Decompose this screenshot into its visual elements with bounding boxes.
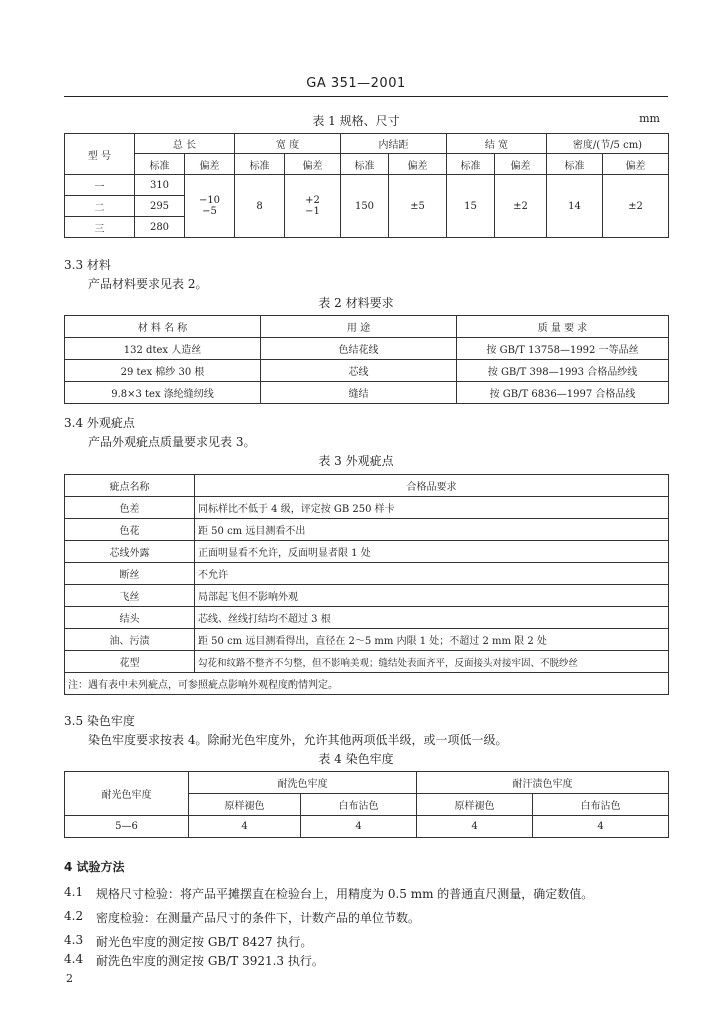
subheader-std: 标准 bbox=[547, 154, 603, 175]
table2-header: 材 料 名 称 bbox=[65, 316, 261, 338]
header-sample-change: 原样褪色 bbox=[189, 794, 301, 816]
header-wash-fastness: 耐洗色牢度 bbox=[189, 772, 417, 794]
defect-requirement: 不允许 bbox=[195, 563, 669, 585]
table3-note: 注：遇有表中未列疵点，可参照疵点影响外观程度酌情判定。 bbox=[65, 673, 669, 695]
defect-name: 油、污渍 bbox=[65, 629, 195, 651]
table4-caption: 表 4 染色牢度 bbox=[318, 752, 394, 766]
page-number: 2 bbox=[66, 972, 73, 985]
table2-header: 用 途 bbox=[261, 316, 457, 338]
subheader-dev: 偏差 bbox=[185, 154, 235, 175]
knot-std-cell: 15 bbox=[447, 175, 495, 238]
defect-name: 花型 bbox=[65, 651, 195, 673]
table2-cell: 缝结 bbox=[261, 382, 457, 404]
header-cloth-stain: 白布沾色 bbox=[301, 794, 417, 816]
value-sweat-change: 4 bbox=[417, 816, 533, 838]
defect-name: 色差 bbox=[65, 497, 195, 519]
header-model: 型 号 bbox=[65, 134, 135, 175]
table3-defects bbox=[64, 474, 669, 695]
table2-cell: 按 GB/T 398—1993 合格品纱线 bbox=[457, 360, 669, 382]
table2-cell: 9.8×3 tex 涤纶缝纫线 bbox=[65, 382, 261, 404]
table3-caption: 表 3 外观疵点 bbox=[318, 454, 394, 468]
section-3-5-heading: 3.5 染色牢度 bbox=[64, 714, 135, 728]
section-3-4-text: 产品外观疵点质量要求见表 3。 bbox=[88, 435, 256, 449]
value-light: 5—6 bbox=[65, 816, 189, 838]
section-3-5-text: 染色牢度要求按表 4。除耐光色牢度外，允许其他两项低半级，或一项低一级。 bbox=[88, 733, 508, 747]
header-total-length: 总 长 bbox=[135, 134, 235, 154]
defect-requirement: 局部起飞但不影响外观 bbox=[195, 585, 669, 607]
subheader-dev: 偏差 bbox=[285, 154, 341, 175]
table2-cell: 色结花线 bbox=[261, 338, 457, 360]
defect-requirement: 芯线、丝线打结均不超过 3 根 bbox=[195, 607, 669, 629]
header-sweat-fastness: 耐汗渍色牢度 bbox=[417, 772, 669, 794]
value-wash-stain: 4 bbox=[301, 816, 417, 838]
table1-specs bbox=[64, 133, 669, 238]
table2-cell: 29 tex 棉纱 30 根 bbox=[65, 360, 261, 382]
header-knot-width: 结 宽 bbox=[447, 134, 547, 154]
clause-number: 4.1 bbox=[64, 885, 84, 899]
clause-text: 耐光色牢度的测定按 GB/T 8427 执行。 bbox=[96, 935, 313, 949]
table1-caption: 表 1 规格、尺寸 bbox=[312, 114, 400, 128]
header-cloth-stain: 白布沾色 bbox=[533, 794, 669, 816]
value-wash-change: 4 bbox=[189, 816, 301, 838]
section-3-3-heading: 3.3 材料 bbox=[64, 258, 111, 272]
length-std-cell: 295 bbox=[135, 196, 185, 217]
header-rule bbox=[64, 96, 668, 97]
knot-dev-cell: ±2 bbox=[495, 175, 547, 238]
table4-color-fastness bbox=[64, 771, 669, 838]
length-std-cell: 280 bbox=[135, 217, 185, 238]
length-dev-cell: −10 −5 bbox=[185, 175, 235, 238]
model-cell: 二 bbox=[65, 196, 135, 217]
subheader-dev: 偏差 bbox=[495, 154, 547, 175]
defect-name: 结头 bbox=[65, 607, 195, 629]
subheader-std: 标准 bbox=[135, 154, 185, 175]
section-3-4-heading: 3.4 外观疵点 bbox=[64, 416, 135, 430]
defect-requirement: 同标样比不低于 4 级，评定按 GB 250 样卡 bbox=[195, 497, 669, 519]
subheader-std: 标准 bbox=[341, 154, 389, 175]
clause-number: 4.4 bbox=[64, 952, 84, 966]
clause-text: 密度检验：在测量产品尺寸的条件下，计数产品的单位节数。 bbox=[96, 911, 421, 925]
subheader-std: 标准 bbox=[235, 154, 285, 175]
table2-caption: 表 2 材料要求 bbox=[318, 296, 394, 310]
table2-cell: 芯线 bbox=[261, 360, 457, 382]
defect-name: 飞丝 bbox=[65, 585, 195, 607]
spacing-dev-cell: ±5 bbox=[389, 175, 447, 238]
section-4-heading: 4 试验方法 bbox=[64, 860, 125, 874]
section-3-3-text: 产品材料要求见表 2。 bbox=[88, 277, 208, 291]
header-light-fastness: 耐光色牢度 bbox=[65, 772, 189, 816]
defect-requirement: 距 50 cm 远目测看得出，直径在 2～5 mm 内限 1 处；不超过 2 mm 限 2 处 bbox=[195, 629, 669, 651]
width-std-cell: 8 bbox=[235, 175, 285, 238]
density-std-cell: 14 bbox=[547, 175, 603, 238]
defect-name: 色花 bbox=[65, 519, 195, 541]
table3-header: 疵点名称 bbox=[65, 475, 195, 497]
table2-materials bbox=[64, 315, 669, 404]
clause-number: 4.3 bbox=[64, 933, 84, 947]
table1-unit: mm bbox=[639, 112, 660, 125]
value-sweat-stain: 4 bbox=[533, 816, 669, 838]
header-inner-spacing: 内结距 bbox=[341, 134, 447, 154]
table2-cell: 按 GB/T 13758—1992 一等品丝 bbox=[457, 338, 669, 360]
spacing-std-cell: 150 bbox=[341, 175, 389, 238]
length-std-cell: 310 bbox=[135, 175, 185, 196]
clause-text: 规格尺寸检验：将产品平摊摆直在检验台上，用精度为 0.5 mm 的普通直尺测量，确定数值。 bbox=[96, 887, 594, 901]
defect-requirement: 勾花和纹路不整齐不匀整，但不影响美观；缝结处表面齐平，反面接头对接牢固、不脱纱丝 bbox=[195, 651, 669, 673]
header-density: 密度/(节/5 cm) bbox=[547, 134, 669, 154]
defect-name: 断丝 bbox=[65, 563, 195, 585]
table2-cell: 132 dtex 人造丝 bbox=[65, 338, 261, 360]
defect-requirement: 距 50 cm 远目测看不出 bbox=[195, 519, 669, 541]
defect-requirement: 正面明显看不允许，反面明显者限 1 处 bbox=[195, 541, 669, 563]
subheader-dev: 偏差 bbox=[603, 154, 669, 175]
defect-name: 芯线外露 bbox=[65, 541, 195, 563]
clause-text: 耐洗色牢度的测定按 GB/T 3921.3 执行。 bbox=[96, 954, 324, 968]
clause-number: 4.2 bbox=[64, 909, 84, 923]
standard-code-header: GA 351—2001 bbox=[306, 76, 406, 91]
model-cell: 一 bbox=[65, 175, 135, 196]
header-sample-change: 原样褪色 bbox=[417, 794, 533, 816]
subheader-dev: 偏差 bbox=[389, 154, 447, 175]
model-cell: 三 bbox=[65, 217, 135, 238]
table2-cell: 按 GB/T 6836—1997 合格品线 bbox=[457, 382, 669, 404]
width-dev-cell: +2 −1 bbox=[285, 175, 341, 238]
table2-header: 质 量 要 求 bbox=[457, 316, 669, 338]
subheader-std: 标准 bbox=[447, 154, 495, 175]
density-dev-cell: ±2 bbox=[603, 175, 669, 238]
header-width: 宽 度 bbox=[235, 134, 341, 154]
table3-header: 合格品要求 bbox=[195, 475, 669, 497]
